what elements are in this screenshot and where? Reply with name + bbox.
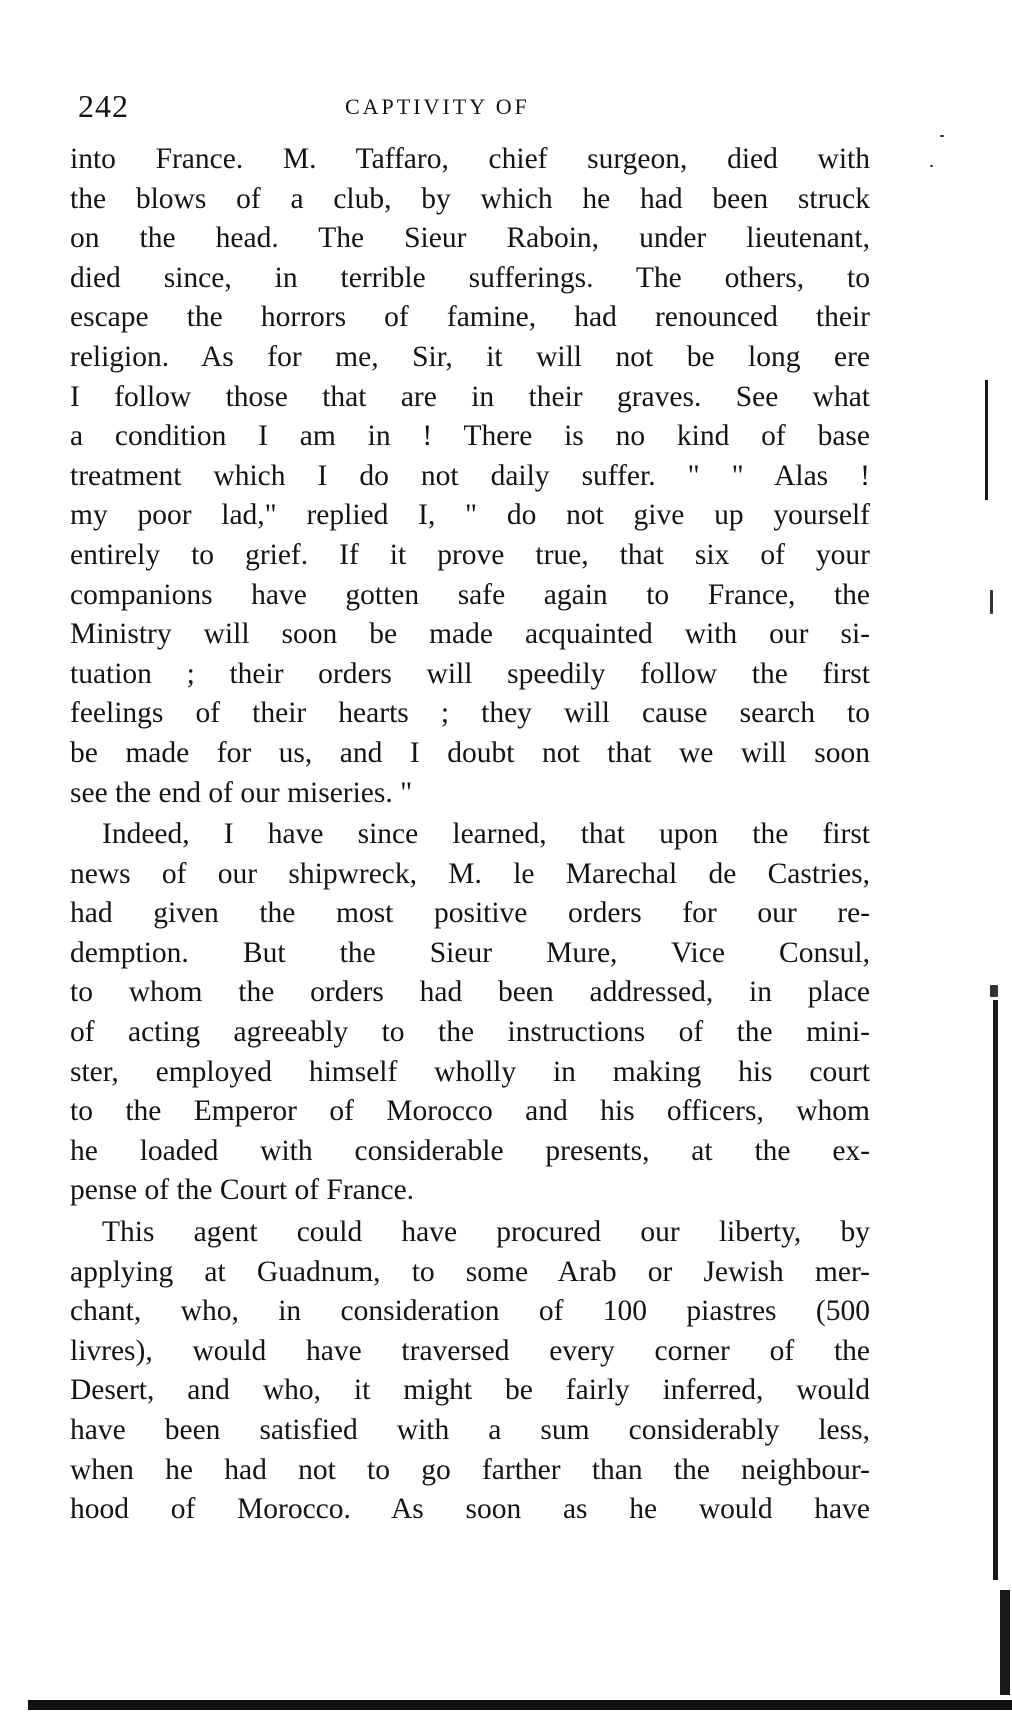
text-line: into France. M. Taffaro, chief surgeon, died with	[70, 143, 870, 175]
scan-speck	[990, 985, 998, 997]
text-line: see the end of our miseries. "	[70, 776, 413, 809]
text-line: hood of Morocco. As soon as he would have	[70, 1493, 870, 1526]
text-line: news of our shipwreck, M. le Marechal de Castries,	[70, 857, 870, 890]
scan-speck	[990, 590, 993, 614]
scan-edge-mark	[985, 380, 988, 500]
text-line: he loaded with considerable presents, at the ex-	[70, 1134, 870, 1167]
text-line: the blows of a club, by which he had been struck	[70, 182, 870, 215]
text-line: Desert, and who, it might be fairly inferred, would	[70, 1374, 870, 1407]
text-line: chant, who, in consideration of 100 piastres (500	[70, 1295, 870, 1328]
text-line: had given the most positive orders for our re-	[70, 897, 870, 930]
text-line: pense of the Court of France.	[70, 1174, 415, 1207]
text-line: demption. But the Sieur Mure, Vice Consul,	[70, 936, 870, 969]
text-line: to whom the orders had been addressed, in place	[70, 976, 870, 1009]
scan-bottom-edge	[28, 1700, 1012, 1710]
text-line: entirely to grief. If it prove true, that six of your	[70, 538, 870, 571]
text-line: died since, in terrible sufferings. The others, to	[70, 261, 870, 294]
text-line: when he had not to go farther than the neighbour-	[70, 1453, 870, 1486]
text-line: feelings of their hearts ; they will cause search to	[70, 697, 870, 730]
text-line: be made for us, and I doubt not that we will soon	[70, 736, 870, 769]
text-line: tuation ; their orders will speedily follow the first	[70, 657, 870, 690]
scan-edge-mark	[1000, 1590, 1010, 1695]
text-line: a condition I am in ! There is no kind of base	[70, 420, 870, 453]
text-line: treatment which I do not daily suffer. " " Alas !	[70, 459, 870, 492]
text-line: applying at Guadnum, to some Arab or Jewish mer-	[70, 1255, 870, 1288]
text-line: Indeed, I have since learned, that upon the first	[102, 818, 870, 851]
page-header	[70, 88, 860, 128]
text-line: ster, employed himself wholly in making his court	[70, 1055, 870, 1088]
text-line: companions have gotten safe again to France, the	[70, 578, 870, 611]
text-line: Ministry will soon be made acquainted with our si-	[70, 618, 870, 651]
body-text	[70, 140, 870, 1532]
scan-speck	[930, 165, 933, 167]
text-line: of acting agreeably to the instructions of the mini-	[70, 1016, 870, 1049]
paragraph-2	[70, 815, 870, 1211]
text-line: to the Emperor of Morocco and his officers, whom	[70, 1095, 870, 1128]
text-line: livres), would have traversed every corner of the	[70, 1334, 870, 1367]
text-line: my poor lad," replied I, " do not give up yourself	[70, 499, 870, 532]
text-line: I follow those that are in their graves. See what	[70, 380, 870, 413]
text-line: This agent could have procured our liberty, by	[102, 1216, 870, 1249]
scan-speck	[940, 135, 944, 137]
scan-edge-mark	[993, 1000, 998, 1580]
paragraph-1	[70, 140, 870, 813]
text-line: escape the horrors of famine, had renounced their	[70, 301, 870, 334]
text-line: have been satisfied with a sum considerably less,	[70, 1414, 870, 1446]
text-line: on the head. The Sieur Raboin, under lieutenant,	[70, 222, 870, 255]
paragraph-3	[70, 1213, 870, 1530]
page-number: 242	[78, 88, 129, 124]
running-head: CAPTIVITY OF	[345, 94, 530, 119]
text-line: religion. As for me, Sir, it will not be long ere	[70, 340, 870, 373]
